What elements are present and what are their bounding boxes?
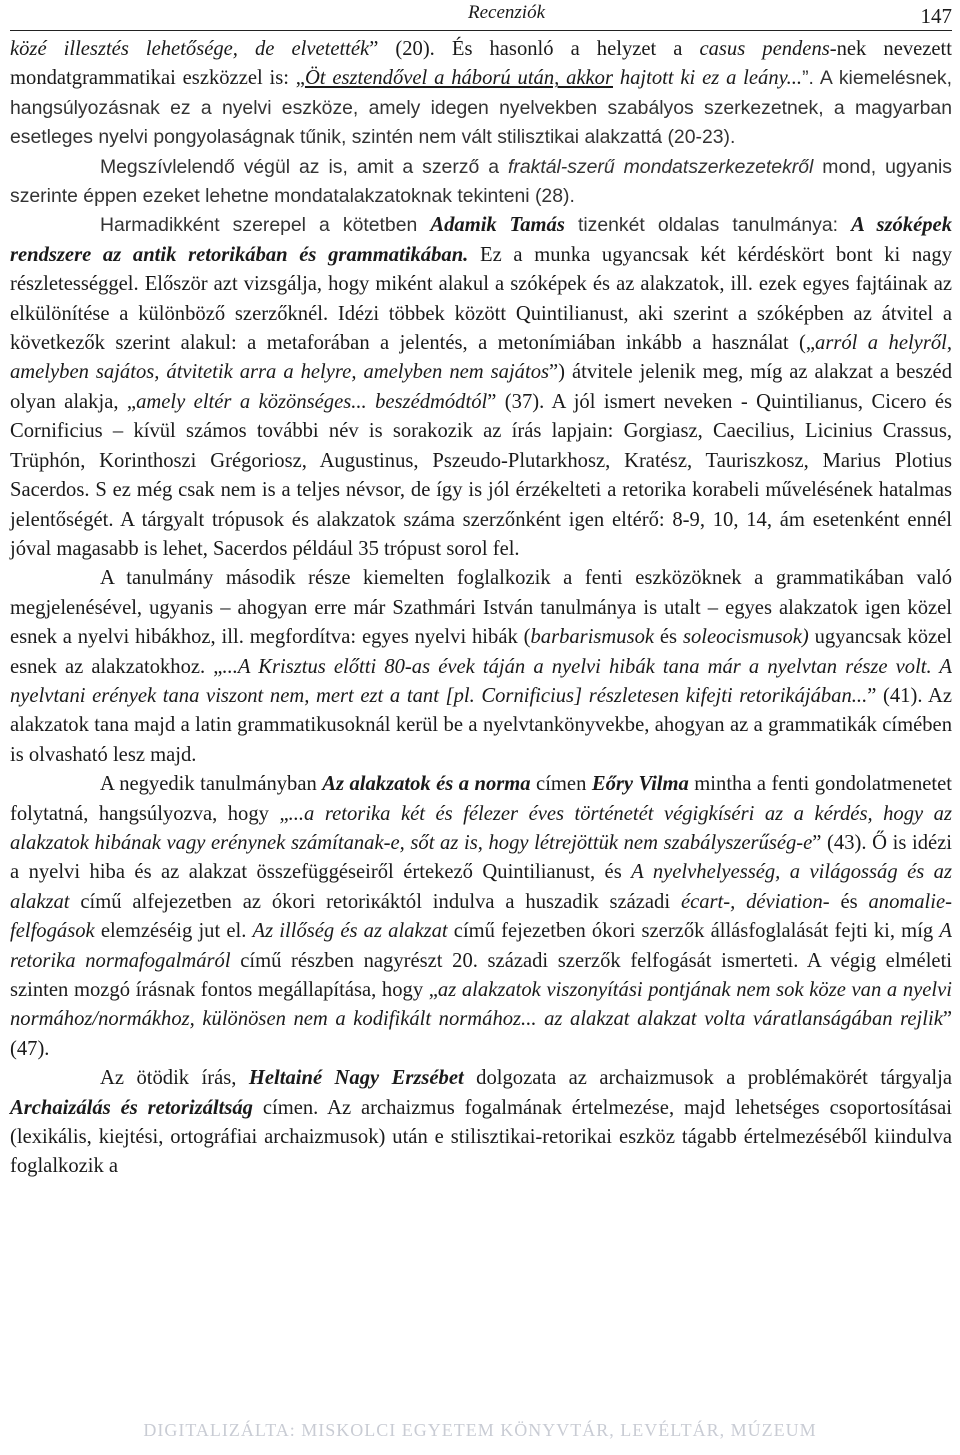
subsection-title: A nyelvhelyesség, a világosság és az alakzat <box>10 861 952 913</box>
quote-italic: ...A Krisztus előtti 80-as évek táján a nyelvi hibák tana már a nyelvtan része volt. A nyelvtani erények tana viszont nem, mert ezt a tant [pl. Cornificius] részletesen kifejti retorikájában... <box>10 655 952 707</box>
text-span: mond, ugyanis szerinte éppen ezeket lehetne mondatalakzatoknak tekinteni (28). <box>10 155 952 208</box>
paragraph-2 <box>10 153 952 212</box>
term-italic: casus pendens <box>699 38 830 60</box>
term-italic: écart-, déviation- <box>680 890 830 913</box>
term-italic: barbarismusok <box>530 626 655 649</box>
paragraph-3 <box>10 211 952 564</box>
text-span: címen <box>530 773 592 796</box>
example-italic: hajtott ki ez a leány... <box>613 67 803 90</box>
text-span: A negyedik tanulmányban <box>100 773 323 796</box>
quote-italic: ...a retorika két és félezer éves történetét végigkíséri az a kérdés, hogy az alakzatok hibának vagy erénynek számítanak-e, sőt az is, hogy létrejöttük nem szabályszerűség-e <box>10 802 952 854</box>
document-page <box>10 0 952 1182</box>
text-span: Az ötödik írás, <box>100 1067 249 1090</box>
text-span: -nek nevezett mondatgrammatikai eszközzel is: „ <box>10 38 952 90</box>
term-italic: soleocismusok) <box>682 626 809 649</box>
text-span: című fejezetben ókori szerzők állásfoglalását fejti ki, míg <box>447 920 940 943</box>
text-span: ” (37). A jól ismert neveken - Quintilianus, Cicero és Cornificius – kívül számos további név is sorakozik az írás lapjain: Gorgiasz, Caecilius, Licinius Crassus, Trüphón, Korinthoszi Grégoriosz, Augustinus, Pszeudo-Plutarkhosz, Kratész, Tauriszkosz, Marius Plotius Sacerdos. S ez még csak nem is a teljes névsor, de így is jól érzékelteti a retorika korabeli művelésének hatalmas jelentőségét. A tárgyalt trópusok és alakzatok száma szerzőnként igen eltérő: 8-9, 10, 14, ám esetenként ennél jóval magasabb is lehet, Sacerdos például 35 trópust sorol fel. <box>10 390 952 560</box>
body-text <box>10 35 952 1182</box>
study-title: A szóképek rendszere az antik retorikában és grammatikában. <box>10 214 952 266</box>
quote-italic: közé illesztés lehetősége, de elvetették <box>10 38 370 60</box>
text-span: ugyancsak közel esnek az alakzatokhoz. „ <box>10 626 952 678</box>
text-span: című alfejezetben az ókori retoriкáktól indulva a huszadik századi <box>69 890 681 913</box>
quote-italic: az alakzatok viszonyítási pontjának nem sok köze van a nyelvi normához/normákhoz, különösen nem a kodifikált normához... az alakzat alakzat volta váratlanságában rejlik <box>10 979 952 1031</box>
text-span: Ez a munka ugyancsak két kérdéskört bont ki nagy részletességgel. Először azt vizsgálja, hogy miként alakul a szóképek és az alakzatok, ill. ezek egyes fajtáinak az elkülönítése a különböző szerzőknél. Idézi többek között Quintilianust, aki szerint a szóképben az átvitel a következők szerint alakul: a metaforában a jelentés, a metonímiában inkább a használat („ <box>10 243 952 355</box>
author-name: Eőry Vilma <box>591 773 689 796</box>
text-span: Harmadikként szerepel a kötetben <box>100 214 431 237</box>
text-span: mintha a fenti gondolatmenetet folytatná, hangsúlyozva, hogy „ <box>10 773 952 825</box>
text-span: és <box>829 890 869 913</box>
study-title: Az alakzatok és a norma <box>322 773 531 796</box>
author-name: Heltainé Nagy Erzsébet <box>248 1067 464 1090</box>
text-span: A tanulmány második része kiemelten foglalkozik a fenti eszközöknek a grammatikában való megjelenésével, ugyanis – ahogyan erre már Szathmári István tanulmánya is utalt – egyes alakzatok igen közel esnek a nyelvi hibákhoz, ill. megfordítva: egyes nyelvi hibák ( <box>10 567 952 649</box>
paragraph-5 <box>10 770 952 1064</box>
paragraph-1 <box>10 35 952 153</box>
quote-italic: arról a helyről, amelyben sajátos, átvitetik arra a helyre, amelyben nem sajátos <box>10 332 952 384</box>
text-span: ” (41). Az alakzatok tana majd a latin grammatikusoknál kerül be a nyelvtankönyvekbe, ahogyan az a grammatikák címében is olvasható lesz majd. <box>10 684 952 766</box>
page-header <box>10 0 952 31</box>
text-span: ” (43). Ő is idézi a nyelvi hiba és az alakzat összefüggéseiről értekező Quintilianust, és <box>10 831 952 884</box>
text-span: dolgozata az archaizmusok a problémakörét tárgyalja <box>463 1067 952 1090</box>
text-span: elemzéséig jut el. <box>94 920 253 943</box>
text-span: címen. Az archaizmus fogalmának értelmezése, majd lehetséges csoportosításai (lexikális, kiejtési, ortográfiai archaizmusok) után e stilisztikai-retorikai eszköz tágabb értelmezéséből kiindulva foglalkozik a <box>10 1096 952 1178</box>
term-italic: anomalie-felfogások <box>10 890 952 943</box>
subsection-title: Az illőség és az alakzat <box>252 920 448 943</box>
study-title: Archaizálás és retorizáltság <box>10 1096 253 1119</box>
text-span: ” (47). <box>10 1008 952 1060</box>
text-span: ”. A kiemelésnek, hangsúlyozásnak ez a nyelvi eszköze, amely idegen nyelvekben szabályos szerkezetnek, a magyarban esetleges nyelvi pongyolaságnak tűnik, szintén nem vált stilisztikai alakzattá (20-23). <box>10 67 953 149</box>
digitization-watermark: DIGITALIZÁLTA: MISKOLCI EGYETEM KÖNYVTÁR, LEVÉLTÁR, MÚZEUM <box>143 1420 817 1440</box>
text-span: ” (20). És hasonló a helyzet a <box>369 38 700 60</box>
text-span: és <box>654 626 683 649</box>
author-name: Adamik Tamás <box>430 214 565 237</box>
paragraph-4 <box>10 564 952 770</box>
text-span: című részben nagyrészt 20. századi szerzők felfogását ismerteti. A végig elméleti szinten mozgó írásnak fontos megállapítása, hogy „ <box>10 949 953 1001</box>
running-title: Recenziók <box>468 2 546 23</box>
term-italic: fraktál-szerű mondatszerkezetekről <box>508 155 814 178</box>
page-number: 147 <box>920 4 952 28</box>
text-span: ”) átvitele jelenik meg, míg az alakzat a beszéd olyan alakja, „ <box>10 361 952 413</box>
paragraph-6 <box>10 1064 952 1182</box>
text-span: Megszívlelendő végül az is, amit a szerző a <box>100 155 508 178</box>
quote-italic: amely eltér a közönséges... beszédmódtól <box>136 390 488 413</box>
subsection-title: A retorika normafogalmáról <box>10 920 952 972</box>
example-underlined: Öt esztendővel a háború után, akkor <box>304 67 613 90</box>
text-span: tizenkét oldalas tanulmánya: <box>564 214 852 237</box>
